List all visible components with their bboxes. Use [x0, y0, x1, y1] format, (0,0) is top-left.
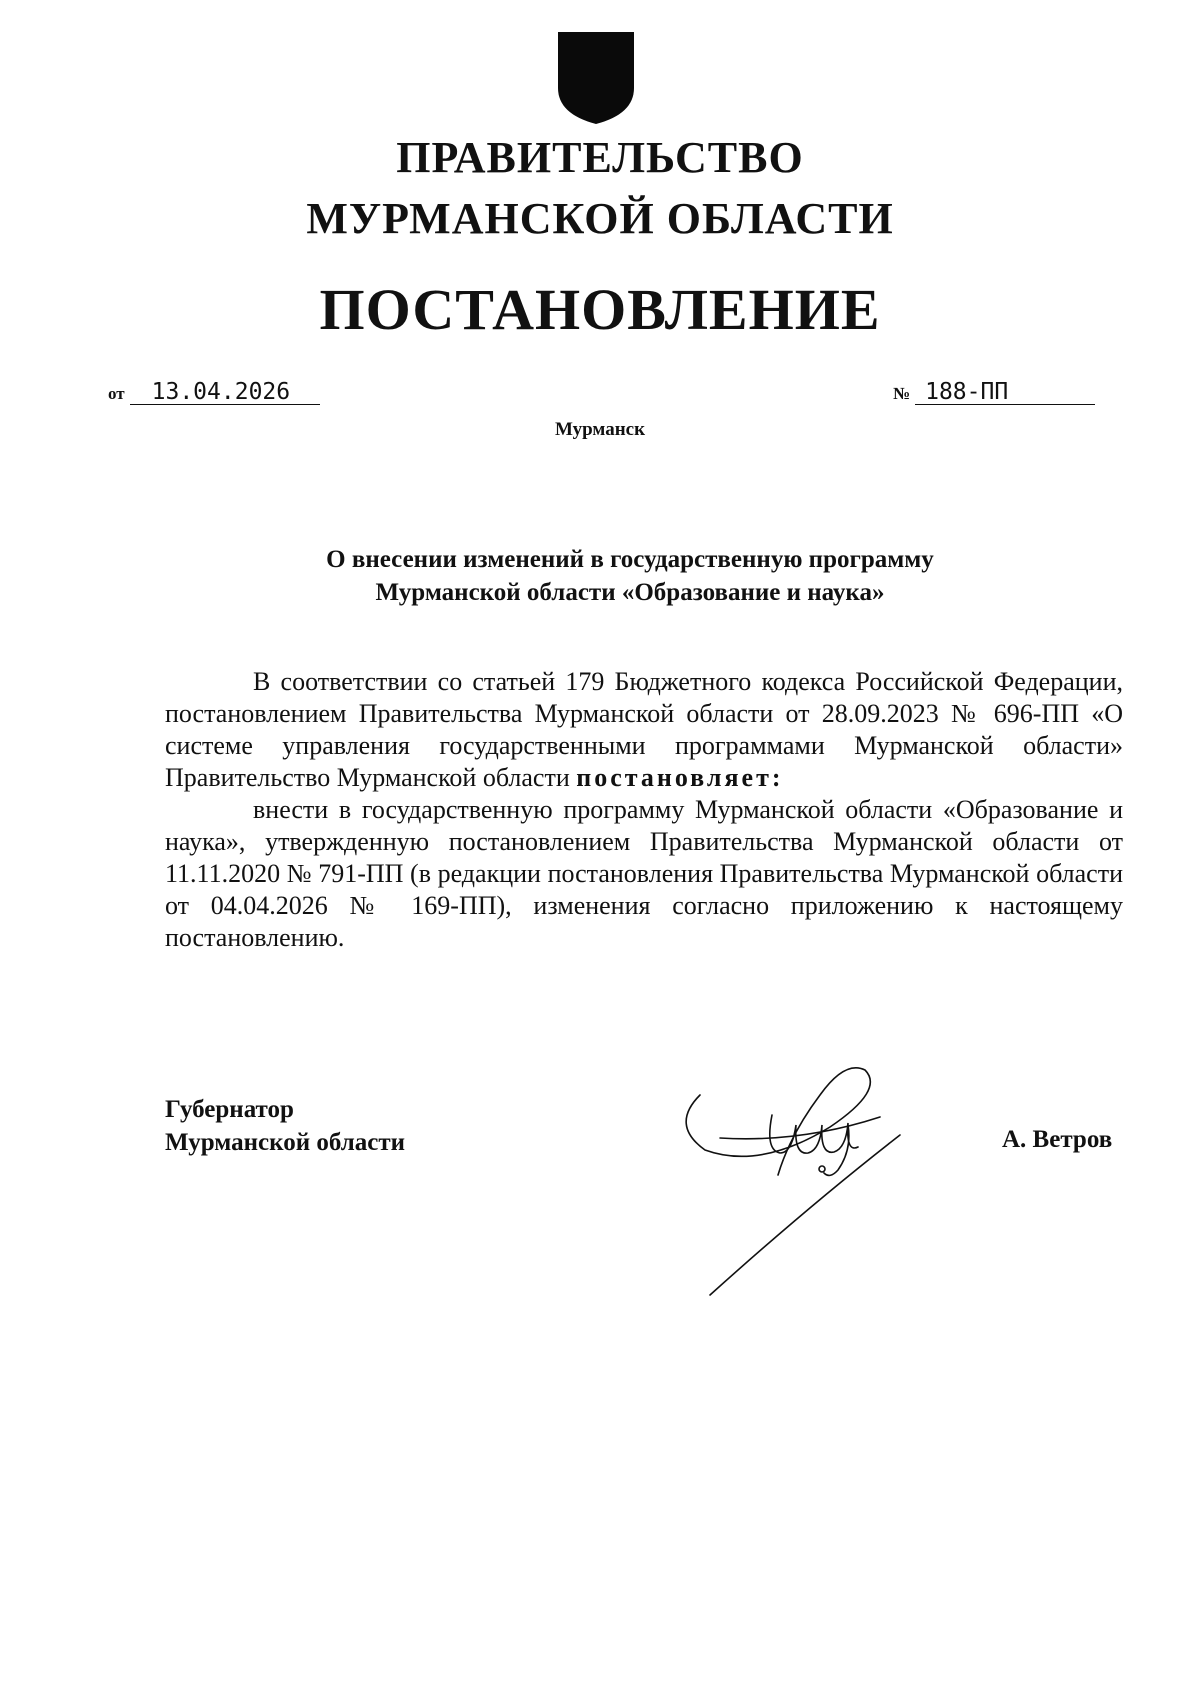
document-body: [165, 666, 1123, 954]
document-subject: [260, 543, 1000, 609]
document-date: 13.04.2026: [130, 380, 320, 405]
coat-of-arms-icon: [556, 30, 636, 126]
signer-name: А. Ветров: [1002, 1126, 1113, 1153]
subject-line2: Мурманской области «Образование и наука»: [375, 579, 885, 606]
subject-line1: О внесении изменений в государственную программу: [326, 546, 934, 573]
signer-title: [165, 1093, 405, 1159]
city-label: Мурманск: [554, 419, 646, 440]
signer-title-line2: Мурманской области: [165, 1129, 406, 1156]
body-paragraph-1-text: В соответствии со статьей 179 Бюджетного кодекса Российской Федерации, постановлением Правительства Мурманской области от 28.09.2023 № 696-ПП «О системе управления государственными программами Мурманской области» Правительство Мурманской области: [165, 667, 1123, 792]
number-prefix: №: [893, 384, 911, 403]
body-paragraph-2: внести в государственную программу Мурманской области «Образование и наука», утвержденную постановлением Правительства Мурманской области от 11.11.2020 № 791-ПП (в редакции постановления Правительства Мурманской области от 04.04.2026 № 169-ПП), изменения согласно приложению к настоящему постановлению.: [165, 795, 1123, 952]
document-type-title: ПОСТАНОВЛЕНИЕ: [319, 277, 881, 342]
signer-title-line1: Губернатор: [165, 1096, 294, 1123]
number-field: [893, 380, 1095, 405]
date-field: [108, 380, 320, 405]
org-title-line2: МУРМАНСКОЙ ОБЛАСТИ: [306, 194, 894, 243]
handwritten-signature: [680, 1055, 960, 1305]
body-paragraph-1: [165, 666, 1123, 794]
date-prefix: от: [108, 384, 125, 403]
document-number: 188-ПП: [915, 380, 1095, 405]
decree-word: постановляет:: [576, 763, 784, 792]
org-title-line1: ПРАВИТЕЛЬСТВО: [396, 133, 804, 182]
